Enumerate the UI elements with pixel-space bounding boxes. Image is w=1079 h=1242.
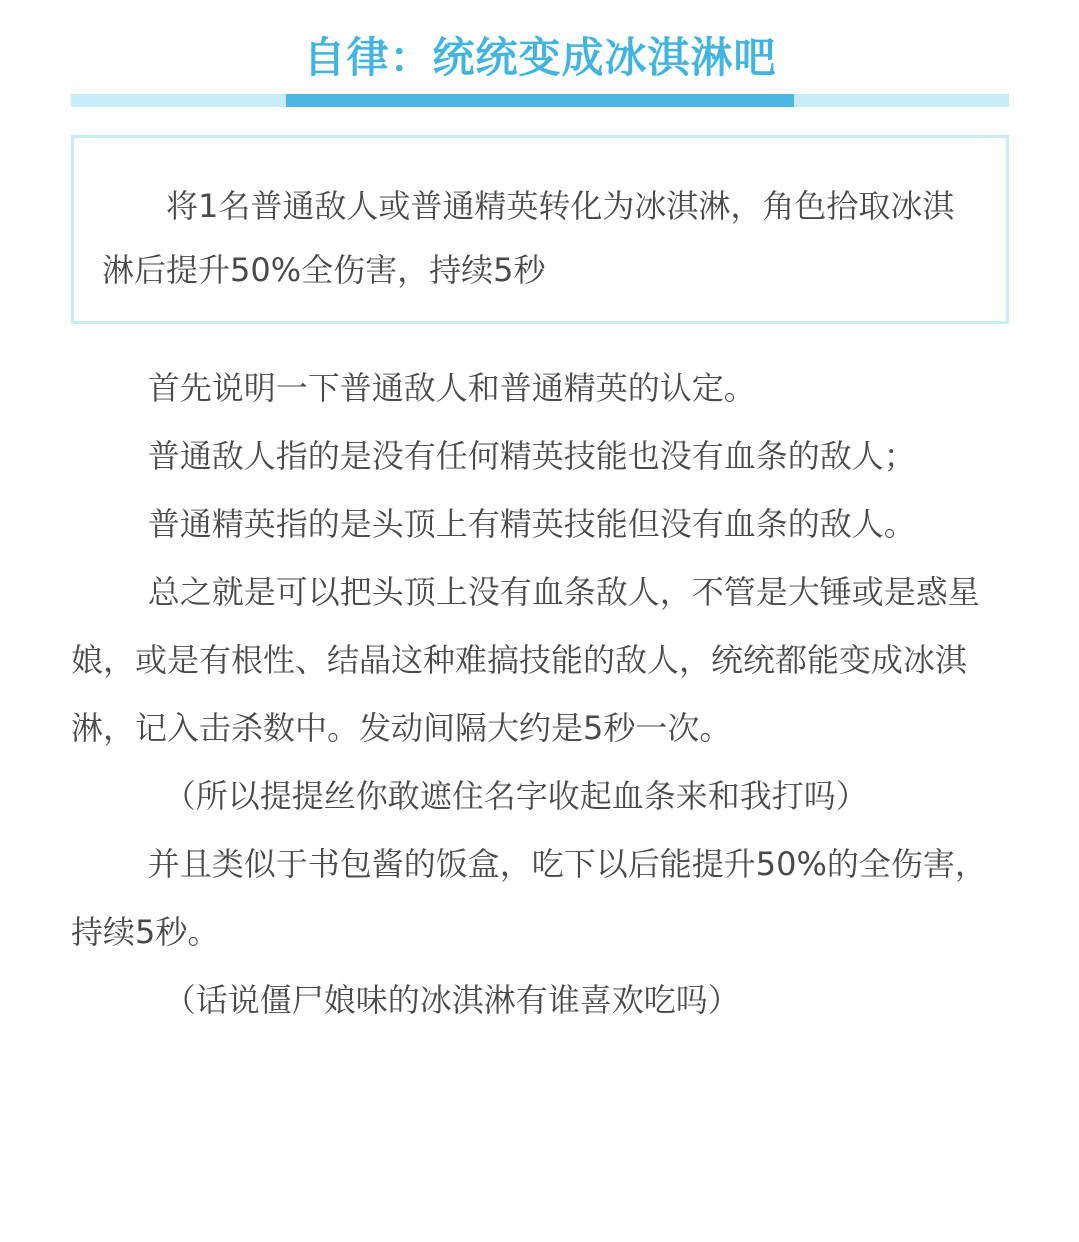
skill-description-text: 将1名普通敌人或普通精英转化为冰淇淋，角色拾取冰淇淋后提升50%全伤害，持续5秒 bbox=[102, 187, 955, 289]
section-title: 自律：统统变成冰淇淋吧 bbox=[303, 33, 777, 82]
paragraph: 普通敌人指的是没有任何精英技能也没有血条的敌人； bbox=[147, 437, 916, 475]
aside-note: （所以提提丝你敢遮住名字收起血条来和我打吗） bbox=[163, 777, 868, 815]
paragraph: 普通精英指的是头顶上有精英技能但没有血条的敌人。 bbox=[147, 505, 916, 543]
article-body bbox=[71, 354, 1009, 1034]
paragraph: 并且类似于书包酱的饭盒，吃下以后能提升50%的全伤害，持续5秒。 bbox=[71, 845, 987, 951]
title-divider bbox=[71, 94, 1009, 107]
skill-description-box bbox=[71, 135, 1009, 324]
paragraph: 首先说明一下普通敌人和普通精英的认定。 bbox=[147, 369, 756, 407]
aside-note: （话说僵尸娘味的冰淇淋有谁喜欢吃吗） bbox=[163, 981, 740, 1019]
title-divider-accent bbox=[286, 94, 794, 107]
article-section bbox=[71, 0, 1009, 1034]
paragraph: 总之就是可以把头顶上没有血条敌人，不管是大锤或是惑星娘，或是有根性、结晶这种难搞技能的敌人，统统都能变成冰淇淋，记入击杀数中。发动间隔大约是5秒一次。 bbox=[71, 573, 980, 747]
